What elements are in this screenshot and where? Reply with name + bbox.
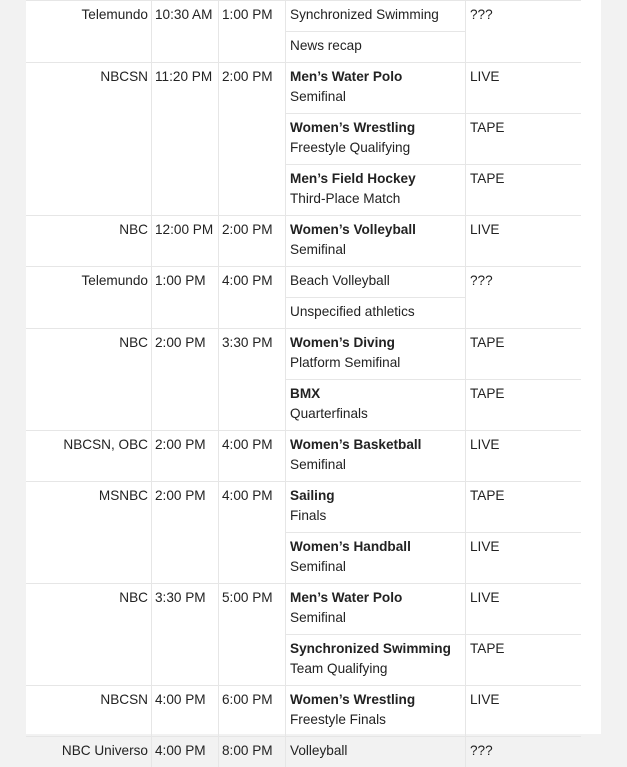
schedule-row: [26, 63, 581, 114]
eastern-time-cell: 1:00 PM: [152, 267, 219, 329]
event-title: Synchronized Swimming: [290, 5, 461, 25]
event-subtitle: Freestyle Qualifying: [290, 138, 461, 158]
broadcast-status: TAPE: [466, 329, 582, 380]
schedule-row: [26, 431, 581, 482]
event-title: Men’s Water Polo: [290, 67, 461, 87]
event-title: Women’s Basketball: [290, 435, 461, 455]
eastern-time-cell: 2:00 PM: [152, 329, 219, 431]
event-cell: [286, 686, 466, 737]
event-subtitle: Quarterfinals: [290, 404, 461, 424]
event-cell: [286, 380, 466, 431]
network-cell: MSNBC: [26, 482, 152, 584]
event-cell: [286, 737, 466, 767]
event-title: Women’s Wrestling: [290, 118, 461, 138]
pacific-time-cell: 4:00 PM: [219, 482, 286, 584]
network-cell: NBC: [26, 584, 152, 686]
pacific-time-cell: 2:00 PM: [219, 63, 286, 216]
broadcast-status: ???: [466, 267, 582, 329]
broadcast-status: TAPE: [466, 380, 582, 431]
event-title: Women’s Handball: [290, 537, 461, 557]
eastern-time-cell: 3:30 PM: [152, 584, 219, 686]
schedule-row: [26, 584, 581, 635]
schedule-sheet: [26, 0, 601, 734]
schedule-row: [26, 329, 581, 380]
schedule-row: [26, 482, 581, 533]
event-title: Women’s Volleyball: [290, 220, 461, 240]
pacific-time-cell: 2:00 PM: [219, 216, 286, 267]
network-cell: NBCSN: [26, 63, 152, 216]
event-subtitle: Third-Place Match: [290, 189, 461, 209]
event-subtitle: Semifinal: [290, 87, 461, 107]
network-cell: NBCSN, OBC: [26, 431, 152, 482]
event-cell: [286, 533, 466, 584]
event-cell: [286, 216, 466, 267]
eastern-time-cell: 4:00 PM: [152, 686, 219, 737]
eastern-time-cell: 4:00 PM: [152, 737, 219, 767]
eastern-time-cell: 2:00 PM: [152, 431, 219, 482]
broadcast-status: LIVE: [466, 216, 582, 267]
event-subtitle: Semifinal: [290, 557, 461, 577]
broadcast-status: TAPE: [466, 165, 582, 216]
broadcast-status: LIVE: [466, 584, 582, 635]
event-cell: [286, 584, 466, 635]
broadcast-status: LIVE: [466, 431, 582, 482]
pacific-time-cell: 4:00 PM: [219, 267, 286, 329]
event-subtitle: Team Qualifying: [290, 659, 461, 679]
event-cell: [286, 431, 466, 482]
event-title: News recap: [290, 36, 461, 56]
event-cell: [286, 114, 466, 165]
event-title: Beach Volleyball: [290, 271, 461, 291]
event-title: Women’s Diving: [290, 333, 461, 353]
network-cell: Telemundo: [26, 267, 152, 329]
event-title: Sailing: [290, 486, 461, 506]
pacific-time-cell: 4:00 PM: [219, 431, 286, 482]
pacific-time-cell: 8:00 PM: [219, 737, 286, 767]
event-subtitle: Platform Semifinal: [290, 353, 461, 373]
pacific-time-cell: 6:00 PM: [219, 686, 286, 737]
broadcast-status: LIVE: [466, 686, 582, 737]
event-title: Volleyball: [290, 741, 461, 761]
eastern-time-cell: 2:00 PM: [152, 482, 219, 584]
event-title: Men’s Field Hockey: [290, 169, 461, 189]
network-cell: NBC: [26, 216, 152, 267]
event-cell: [286, 298, 466, 329]
schedule-row: [26, 737, 581, 767]
event-subtitle: Semifinal: [290, 455, 461, 475]
event-cell: [286, 32, 466, 63]
pacific-time-cell: 5:00 PM: [219, 584, 286, 686]
event-title: Unspecified athletics: [290, 302, 461, 322]
event-title: Synchronized Swimming: [290, 639, 461, 659]
network-cell: NBC: [26, 329, 152, 431]
broadcast-schedule-table: [26, 0, 581, 767]
schedule-row: [26, 267, 581, 298]
event-subtitle: Freestyle Finals: [290, 710, 461, 730]
broadcast-status: TAPE: [466, 482, 582, 533]
broadcast-status: LIVE: [466, 63, 582, 114]
network-cell: NBC Universo: [26, 737, 152, 767]
event-title: BMX: [290, 384, 461, 404]
event-subtitle: Semifinal: [290, 608, 461, 628]
event-cell: [286, 267, 466, 298]
event-cell: [286, 329, 466, 380]
broadcast-status: ???: [466, 1, 582, 63]
broadcast-status: TAPE: [466, 114, 582, 165]
event-subtitle: Semifinal: [290, 240, 461, 260]
network-cell: NBCSN: [26, 686, 152, 737]
schedule-row: [26, 1, 581, 32]
pacific-time-cell: 3:30 PM: [219, 329, 286, 431]
pacific-time-cell: 1:00 PM: [219, 1, 286, 63]
event-cell: [286, 63, 466, 114]
schedule-body: [26, 1, 581, 767]
broadcast-status: ???: [466, 737, 582, 767]
schedule-row: [26, 686, 581, 737]
event-title: Women’s Wrestling: [290, 690, 461, 710]
eastern-time-cell: 12:00 PM: [152, 216, 219, 267]
event-cell: [286, 1, 466, 32]
event-subtitle: Finals: [290, 506, 461, 526]
event-title: Men’s Water Polo: [290, 588, 461, 608]
eastern-time-cell: 11:20 PM: [152, 63, 219, 216]
event-cell: [286, 165, 466, 216]
eastern-time-cell: 10:30 AM: [152, 1, 219, 63]
event-cell: [286, 482, 466, 533]
broadcast-status: LIVE: [466, 533, 582, 584]
broadcast-status: TAPE: [466, 635, 582, 686]
event-cell: [286, 635, 466, 686]
network-cell: Telemundo: [26, 1, 152, 63]
schedule-row: [26, 216, 581, 267]
